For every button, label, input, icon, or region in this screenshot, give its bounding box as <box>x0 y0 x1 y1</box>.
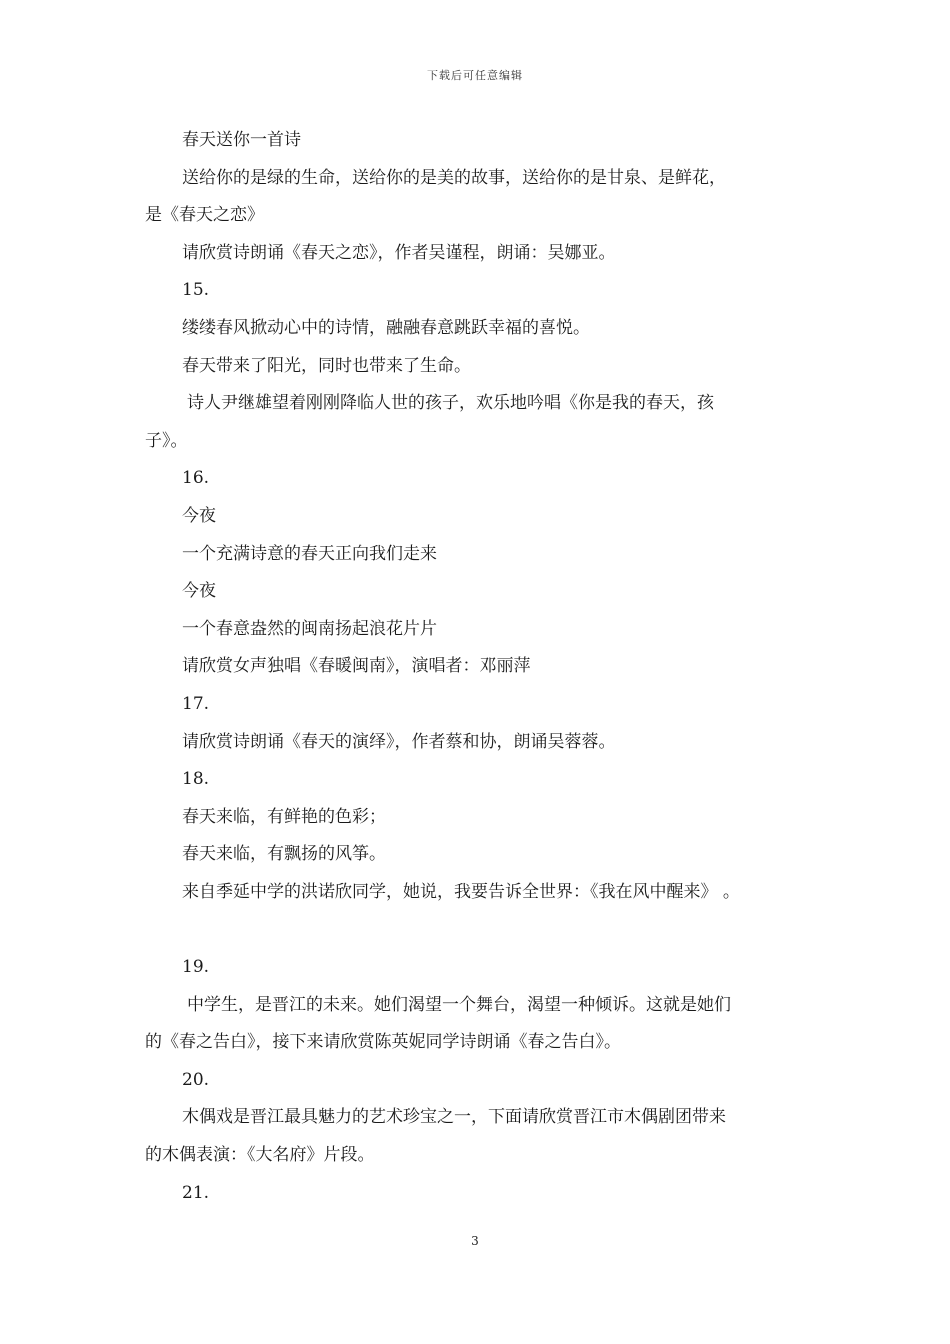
text-line: 请欣赏诗朗诵《春天的演绎》，作者蔡和协，朗诵吴蓉蓉。 <box>182 731 616 752</box>
text-line: 是《春天之恋》 <box>145 205 264 226</box>
text-line: 木偶戏是晋江最具魅力的艺术珍宝之一，下面请欣赏晋江市木偶剧团带来 <box>182 1107 726 1128</box>
text-line: 一个充满诗意的春天正向我们走来 <box>182 543 437 564</box>
text-line: 春天带来了阳光，同时也带来了生命。 <box>182 355 471 376</box>
text-line: 今夜 <box>182 581 216 602</box>
section-number: 15. <box>182 280 210 301</box>
text-line: 的木偶表演：《大名府》片段。 <box>145 1145 375 1166</box>
page-header: 下载后可任意编辑 <box>427 69 523 82</box>
text-line: 的《春之告白》，接下来请欣赏陈英妮同学诗朗诵《春之告白》。 <box>145 1032 621 1053</box>
section-number: 17. <box>182 693 210 714</box>
section-number: 18. <box>182 769 210 790</box>
document-body <box>145 122 825 1212</box>
text-line: 春天来临，有鲜艳的色彩； <box>182 806 386 827</box>
text-line: 春天送你一首诗 <box>182 130 301 150</box>
text-line: 今夜 <box>182 505 216 526</box>
text-line: 请欣赏诗朗诵《春天之恋》，作者吴谨程，朗诵：吴娜亚。 <box>182 242 616 263</box>
text-line: 来自季延中学的洪诺欣同学，她说，我要告诉全世界：《我在风中醒来》 。 <box>182 881 740 902</box>
text-line: 中学生，是晋江的未来。她们渴望一个舞台，渴望一种倾诉。这就是她们 <box>187 994 731 1015</box>
text-line: 子》。 <box>145 430 188 451</box>
page-number: 3 <box>471 1234 479 1248</box>
text-line: 一个春意盎然的闽南扬起浪花片片 <box>182 618 437 639</box>
text-line: 缕缕春风掀动心中的诗情，融融春意跳跃幸福的喜悦。 <box>182 317 590 338</box>
section-number: 19. <box>182 957 210 978</box>
section-number: 21. <box>182 1182 210 1203</box>
blank-line <box>145 911 825 949</box>
text-line: 送给你的是绿的生命，送给你的是美的故事，送给你的是甘泉、是鲜花， <box>182 167 726 188</box>
text-line: 请欣赏女声独唱《春暖闽南》，演唱者：邓丽萍 <box>182 656 531 677</box>
text-line: 春天来临，有飘扬的风筝。 <box>182 844 386 865</box>
text-line: 诗人尹继雄望着刚刚降临人世的孩子，欢乐地吟唱《你是我的春天，孩 <box>187 393 714 414</box>
section-number: 20. <box>182 1069 210 1090</box>
section-number: 16. <box>182 468 210 489</box>
